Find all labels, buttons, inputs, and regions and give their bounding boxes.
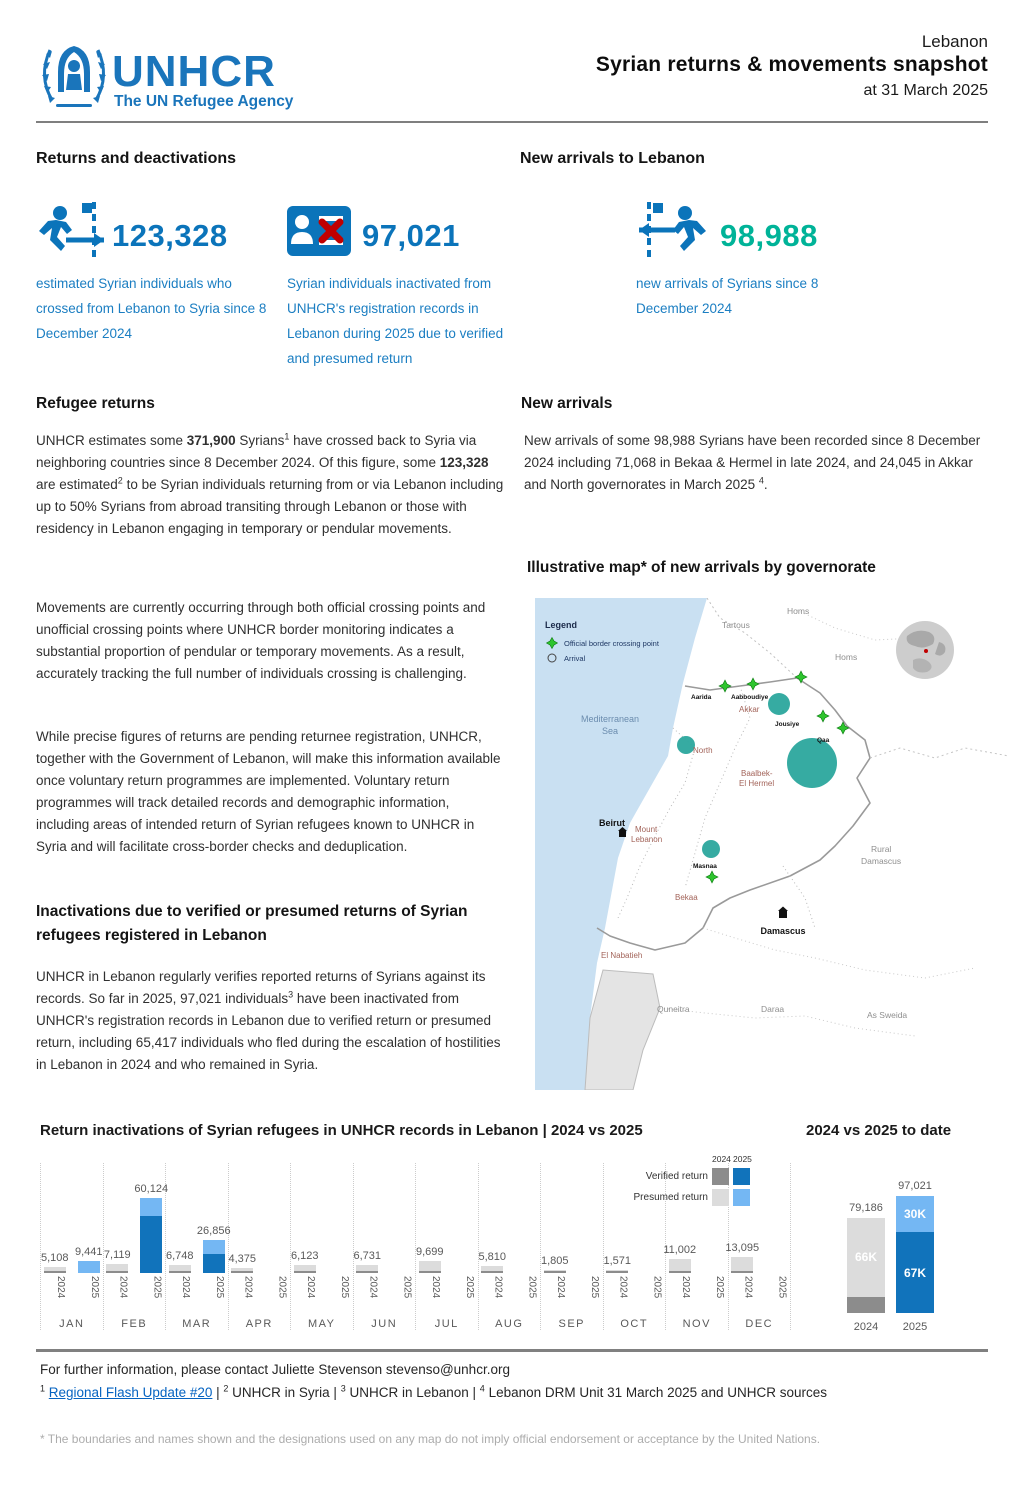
chart-legend	[598, 1154, 758, 1206]
damascus-city-icon	[778, 907, 788, 919]
page-title: Syrian returns & movements snapshot	[595, 53, 988, 76]
globe-icon	[896, 621, 954, 679]
label-mount-lebanon-1: Mount	[635, 825, 658, 834]
refugee-returns-heading: Refugee returns	[36, 395, 155, 412]
svg-text:UNHCR: UNHCR	[112, 47, 276, 96]
month-group	[415, 1163, 478, 1330]
bar-value-label: 11,002	[663, 1244, 697, 1257]
bar	[540, 1255, 569, 1273]
refugee-returns-p2: Movements are currently occurring through both official crossing points and unofficial crossing points where UNHCR border monitoring indicates a substantial proportion of pendular or temporary movements. As a result, accurately tracking the full number of individuals crossing is challenging.	[36, 600, 486, 681]
label-beirut: Beirut	[599, 818, 626, 828]
year-axis-label: 2025	[276, 1276, 288, 1299]
year-axis-label: 2024	[617, 1276, 629, 1299]
month-group	[290, 1163, 353, 1330]
year-axis-label: 2024	[742, 1276, 754, 1299]
svg-text:The UN Refugee Agency: The UN Refugee Agency	[114, 93, 294, 110]
label-bekaa: Bekaa	[675, 893, 698, 902]
month-axis-label: APR	[245, 1318, 273, 1330]
southern-region	[585, 970, 660, 1090]
month-axis-label: NOV	[682, 1318, 711, 1330]
bar	[74, 1246, 103, 1273]
monthly-chart-title: Return inactivations of Syrian refugees in UNHCR records in Lebanon | 2024 vs 2025	[40, 1122, 643, 1139]
bar-value-label: 6,123	[290, 1250, 319, 1263]
stat-arrivals-desc: new arrivals of Syrians since 8 December 2024	[636, 276, 819, 316]
month-axis-label: JUN	[371, 1318, 398, 1330]
month-axis-label: DEC	[745, 1318, 774, 1330]
label-el-nabatieh: El Nabatieh	[601, 951, 643, 960]
bar	[353, 1249, 382, 1273]
label-daraa: Daraa	[761, 1004, 785, 1014]
todate-bar-2024	[847, 1218, 885, 1313]
year-axis-label: 2024	[54, 1276, 66, 1299]
bar	[290, 1250, 319, 1273]
legend-col-2025: 2025	[733, 1154, 752, 1164]
bar	[478, 1250, 507, 1273]
label-qaa: Qaa	[817, 737, 830, 744]
todate-segment: 66K	[847, 1218, 885, 1298]
label-masnaa: Masnaa	[693, 863, 717, 870]
refugee-returns-p1: UNHCR estimates some 371,900 Syrians$^1$ have crossed back to Syria via neighboring countries since 8 December 2024. Of this figure, some 123,328 are estimated$^2$ to be Syrian individuals returning from or via Lebanon including up to 50% Syrians from abroad transiting through Lebanon or those with residency in Lebanon engaging in temporary or pendular movements.	[36, 431, 504, 536]
label-baalbek-1: Baalbek-	[741, 769, 773, 778]
label-aarida: Aarida	[691, 694, 712, 701]
legend-row-verified: Verified return	[645, 1171, 708, 1182]
year-axis-label: 2025	[151, 1276, 163, 1299]
year-axis-label: 2024	[242, 1276, 254, 1299]
month-group	[165, 1163, 231, 1330]
sea-label-2: Sea	[601, 726, 619, 736]
todate-bar-2025	[896, 1196, 934, 1313]
legend-col-2024: 2024	[712, 1154, 731, 1164]
label-baalbek-2: El Hermel	[739, 779, 775, 788]
bar	[415, 1245, 444, 1273]
bar-value-label: 7,119	[103, 1249, 131, 1262]
border-crossing-arrival-icon	[633, 200, 707, 264]
section-arrivals-heading: New arrivals to Lebanon	[520, 150, 705, 167]
header-country: Lebanon	[921, 32, 988, 51]
year-axis-label: 2025	[213, 1276, 225, 1299]
map-legend-item2: Arrival	[564, 654, 586, 663]
bar-value-label: 60,124	[134, 1183, 169, 1195]
todate-chart	[830, 1165, 960, 1355]
year-axis-label: 2024	[304, 1276, 316, 1299]
bar-value-label: 1,805	[540, 1255, 569, 1267]
bar	[103, 1249, 131, 1273]
border-crossing-exit-icon	[36, 200, 110, 264]
bar-value-label: 26,856	[196, 1224, 231, 1237]
month-group	[103, 1163, 169, 1330]
bar	[663, 1244, 697, 1273]
refugee-returns-p3: While precise figures of returns are pending returnee registration, UNHCR, together with the Government of Lebanon, will make this information available once voluntary return programmes are implemented. Voluntary return programmes will track detailed records and demographic information, including areas of intended return of Syrian refugees known to UNHCR in Syria and will facilitate cross-border checks and deduplication.	[36, 729, 501, 854]
section-returns-heading: Returns and deactivations	[36, 150, 237, 167]
todate-segment	[847, 1297, 885, 1313]
year-axis-label: 2024	[117, 1276, 129, 1299]
year-axis-label: 2025	[713, 1276, 725, 1299]
map-legend-title: Legend	[545, 620, 578, 630]
year-axis-label: 2025	[401, 1276, 413, 1299]
footer-contact: For further information, please contact Juliette Stevenson stevenso@unhcr.org	[40, 1362, 510, 1377]
header-divider	[36, 121, 988, 123]
month-axis-label: JAN	[59, 1318, 85, 1330]
label-homs-e: Homs	[835, 652, 858, 662]
year-axis-label: 2025	[651, 1276, 663, 1299]
label-rural-damascus-2: Damascus	[861, 856, 902, 866]
header-date: at 31 March 2025	[863, 82, 988, 99]
bar	[165, 1249, 194, 1273]
id-card-inactivated-icon	[287, 206, 351, 256]
label-mount-lebanon-2: Lebanon	[631, 835, 663, 844]
year-axis-label: 2024	[679, 1276, 691, 1299]
todate-total-label: 79,186	[849, 1201, 883, 1214]
label-akkar: Akkar	[739, 705, 760, 714]
month-axis-label: SEP	[558, 1318, 585, 1330]
arrivals-map	[535, 598, 1010, 1090]
year-axis-label: 2025	[526, 1276, 538, 1299]
footer-disclaimer: * The boundaries and names shown and the designations used on any map do not imply official endorsement or acceptance by the United Nations.	[40, 1432, 821, 1446]
month-axis-label: OCT	[620, 1318, 649, 1330]
year-axis-label: 2024	[367, 1276, 379, 1299]
stat-inactivated-value: 97,021	[362, 218, 460, 253]
bar-value-label: 1,571	[603, 1255, 632, 1267]
bar	[603, 1255, 632, 1273]
bar	[725, 1241, 760, 1273]
todate-chart-title: 2024 vs 2025 to date	[806, 1122, 952, 1139]
month-axis-label: FEB	[121, 1318, 148, 1330]
legend-row-presumed: Presumed return	[633, 1192, 708, 1203]
stat-crossed-desc: estimated Syrian individuals who crossed from Lebanon to Syria since 8 December 2024	[36, 276, 267, 341]
swatch-presumed-2024	[712, 1189, 729, 1206]
sea-label-1: Mediterranean	[580, 714, 640, 724]
bar-value-label: 4,375	[228, 1252, 257, 1265]
todate-total-label: 97,021	[898, 1180, 932, 1192]
year-axis-label: 2024	[554, 1276, 566, 1299]
year-axis-label: 2025	[588, 1276, 600, 1299]
label-jousiye: Jousiye	[775, 721, 800, 728]
todate-segment: 67K	[896, 1232, 934, 1313]
flash-update-link[interactable]: Regional Flash Update #20	[48, 1385, 213, 1400]
todate-axis-label: 2025	[902, 1321, 928, 1333]
inactivations-heading: Inactivations due to verified or presumed returns of Syrian refugees registered in Lebanon	[36, 903, 468, 944]
new-arrivals-heading: New arrivals	[521, 395, 613, 412]
label-aabboudiye: Aabboudiye	[731, 694, 769, 701]
footer-notes: $^1$ Regional Flash Update #20 | $^2$ UNHCR in Syria | $^3$ UNHCR in Lebanon | $^4$ Lebanon DRM Unit 31 March 2025 and UNHCR sources	[40, 1383, 827, 1400]
footer-divider	[36, 1349, 988, 1352]
bar-value-label: 6,748	[165, 1249, 194, 1262]
bubble-bekaa	[702, 840, 720, 858]
bar-value-label: 9,699	[415, 1245, 444, 1258]
label-homs-n: Homs	[787, 606, 810, 616]
stat-crossed-value: 123,328	[112, 218, 228, 253]
label-north: North	[693, 746, 713, 755]
bar-value-label: 9,441	[74, 1246, 103, 1259]
inactivations-p1: UNHCR in Lebanon regularly verifies reported returns of Syrians against its records. So far in 2025, 97,021 individuals$^3$ have been inactivated from UNHCR's registration records in Lebanon due to verified return or presumed return, including 65,417 individuals who fled during the escalation of hostilities in Lebanon in 2024 and who remained in Syria.	[36, 969, 501, 1072]
bar-value-label: 5,108	[40, 1251, 69, 1264]
month-group	[228, 1163, 291, 1330]
label-tartous: Tartous	[722, 620, 750, 630]
label-quneitra: Quneitra	[657, 1004, 690, 1014]
month-axis-label: AUG	[495, 1318, 524, 1330]
unhcr-logo	[36, 34, 336, 120]
stat-arrivals-value: 98,988	[720, 218, 818, 253]
bar	[196, 1224, 231, 1273]
todate-axis-label: 2024	[853, 1321, 879, 1333]
map-title: Illustrative map* of new arrivals by governorate	[527, 559, 876, 576]
month-group	[540, 1163, 603, 1330]
month-axis-label: MAR	[182, 1318, 212, 1330]
year-axis-label: 2024	[492, 1276, 504, 1299]
bar	[40, 1251, 69, 1273]
swatch-verified-2025	[733, 1168, 750, 1185]
bar-value-label: 5,810	[478, 1250, 507, 1263]
map-legend-item1: Official border crossing point	[564, 639, 659, 648]
new-arrivals-p1: New arrivals of some 98,988 Syrians have been recorded since 8 December 2024 including 71,068 in Bekaa & Hermel in late 2024, and 24,045 in Akkar and North governorates in March 2025 $^4$.	[524, 433, 981, 492]
todate-segment: 30K	[896, 1196, 934, 1232]
bar-value-label: 6,731	[353, 1249, 382, 1262]
month-group	[40, 1163, 103, 1330]
swatch-presumed-2025	[733, 1189, 750, 1206]
bar	[228, 1252, 257, 1273]
month-group	[478, 1163, 541, 1330]
label-rural-damascus-1: Rural	[871, 844, 892, 854]
stat-inactivated-desc: Syrian individuals inactivated from UNHCR's registration records in Lebanon during 2025 due to verified and presumed return	[287, 276, 504, 366]
year-axis-label: 2025	[463, 1276, 475, 1299]
month-axis-label: JUL	[434, 1318, 459, 1330]
year-axis-label: 2025	[88, 1276, 100, 1299]
bubble-baalbek-el-hermel	[787, 738, 837, 788]
year-axis-label: 2024	[429, 1276, 441, 1299]
swatch-verified-2024	[712, 1168, 729, 1185]
bar	[134, 1183, 169, 1273]
label-as-sweida: As Sweida	[867, 1010, 908, 1020]
month-group	[353, 1163, 416, 1330]
year-axis-label: 2024	[179, 1276, 191, 1299]
bar-value-label: 13,095	[725, 1241, 760, 1254]
year-axis-label: 2025	[776, 1276, 788, 1299]
year-axis-label: 2025	[338, 1276, 350, 1299]
label-damascus: Damascus	[760, 926, 806, 936]
bubble-akkar	[768, 693, 790, 715]
month-axis-label: MAY	[307, 1318, 336, 1330]
